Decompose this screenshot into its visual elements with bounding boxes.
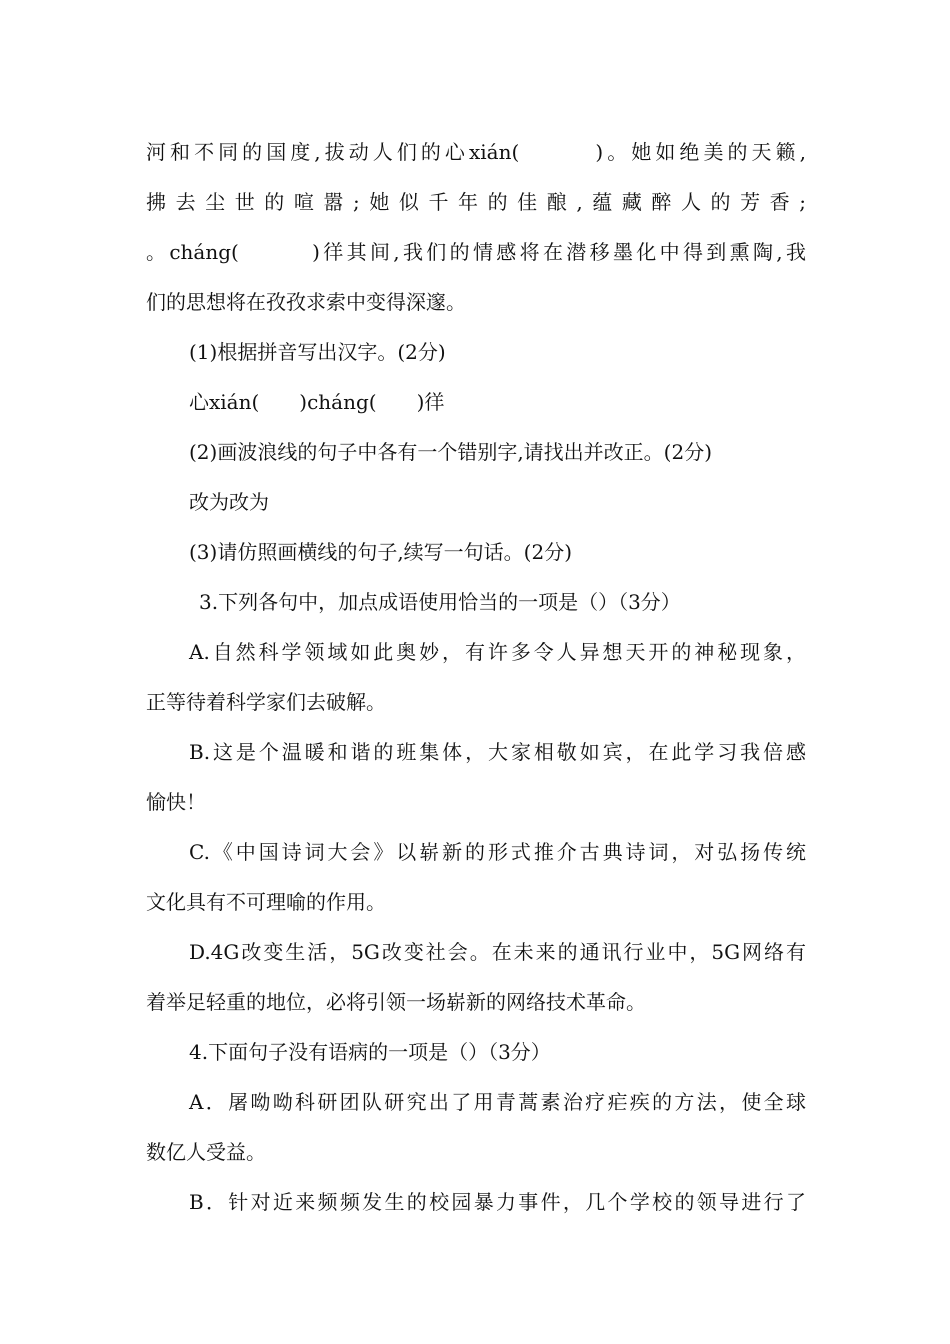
question-2-2: (2)画波浪线的句子中各有一个错别字,请找出并改正。(2分) — [189, 440, 713, 464]
passage-line-1: 河和不同的国度,拔动人们的心xián( )。她如绝美的天籁, — [146, 140, 806, 164]
option-3a-line-2: 正等待着科学家们去破解。 — [146, 690, 386, 714]
option-3d-line-1: D.4G改变生活，5G改变社会。在未来的通讯行业中，5G网络有 — [189, 940, 806, 964]
passage-line-3: 。cháng( )徉其间,我们的情感将在潜移墨化中得到熏陶,我 — [146, 240, 806, 264]
option-3b-line-1: B.这是个温暖和谐的班集体，大家相敬如宾，在此学习我倍感 — [189, 740, 806, 764]
option-4b-line-1: B．针对近来频频发生的校园暴力事件，几个学校的领导进行了 — [189, 1190, 806, 1214]
option-4a-line-1: A．屠呦呦科研团队研究出了用青蒿素治疗疟疾的方法，使全球 — [189, 1090, 806, 1114]
option-3a-line-1: A.自然科学领域如此奥妙，有许多令人异想天开的神秘现象， — [189, 640, 806, 664]
question-3-stem: 3.下列各句中，加点成语使用恰当的一项是（）（3分） — [199, 590, 681, 614]
option-3d-line-2: 着举足轻重的地位，必将引领一场崭新的网络技术革命。 — [146, 990, 646, 1014]
option-3c-line-2: 文化具有不可理喻的作用。 — [146, 890, 386, 914]
question-2-1: (1)根据拼音写出汉字。(2分) — [189, 340, 446, 364]
option-3b-line-2: 愉快！ — [146, 790, 206, 814]
passage-line-2: 拂去尘世的喧嚣;她似千年的佳酿,蕴藏醉人的芳香; — [146, 190, 806, 214]
question-2-3: (3)请仿照画横线的句子,续写一句话。(2分) — [189, 540, 573, 564]
option-4a-line-2: 数亿人受益。 — [146, 1140, 266, 1164]
answer-blank-correction: 改为改为 — [189, 490, 269, 514]
answer-blank-pinyin: 心xián( )cháng( )徉 — [189, 390, 445, 414]
option-3c-line-1: C.《中国诗词大会》以崭新的形式推介古典诗词，对弘扬传统 — [189, 840, 806, 864]
question-4-stem: 4.下面句子没有语病的一项是（）（3分） — [189, 1040, 551, 1064]
passage-line-4: 们的思想将在孜孜求索中变得深邃。 — [146, 290, 466, 314]
